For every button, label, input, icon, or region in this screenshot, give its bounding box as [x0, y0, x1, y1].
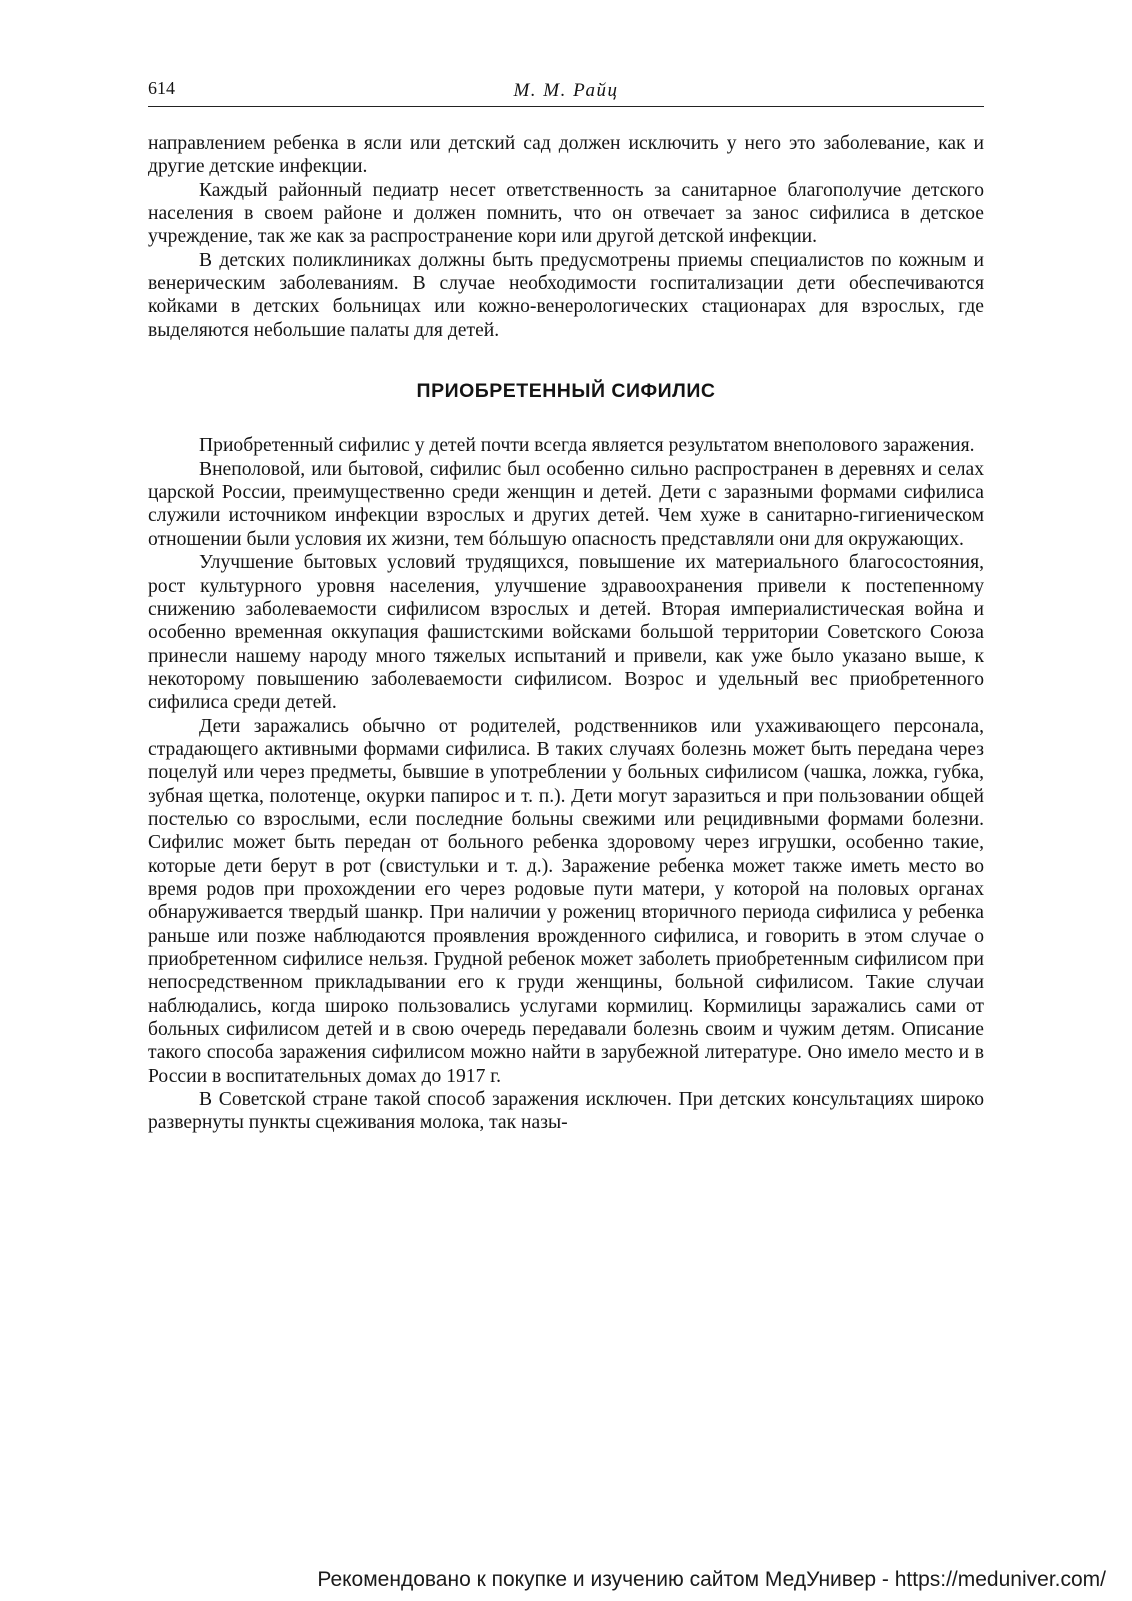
page-body [148, 132, 984, 1135]
paragraph: Каждый районный педиатр несет ответственность за санитарное благополучие детского населения в своем районе и должен помнить, что он отвечает за занос сифилиса в детское учреждение, так же как за распространение кори или другой детской инфекции. [148, 179, 984, 248]
page-header [148, 78, 984, 107]
running-head: М. М. Райц [513, 80, 619, 101]
section-title: ПРИОБРЕТЕННЫЙ СИФИЛИС [416, 380, 716, 403]
paragraph: Дети заражались обычно от родителей, родственников или ухаживающего персонала, страдающего активными формами сифилиса. В таких случаях болезнь может быть передана через поцелуй или через предметы, бывшие в употреблении у больных сифилисом (чашка, ложка, губка, зубная щетка, полотенце, окурки папирос и т. п.). Дети могут заразиться и при пользовании общей постелью со взрослыми, если последние больны свежими или рецидивными формами болезни. Сифилис может быть передан от больного ребенка здоровому через игрушки, особенно такие, которые дети берут в рот (свистульки и т. д.). Заражение ребенка может также иметь место во время родов при прохождении его через родовые пути матери, у которой на половых органах обнаруживается твердый шанкр. При наличии у рожениц вторичного периода сифилиса у ребенка раньше или позже наблюдаются проявления врожденного сифилиса, и говорить в этом случае о приобретенном сифилисе нельзя. Грудной ребенок может заболеть приобретенным сифилисом при непосредственном прикладывании его к груди женщины, больной сифилисом. Такие случаи наблюдались, когда широко пользовались услугами кормилиц. Кормилицы заражались сами от больных сифилисом детей и в свою очередь передавали болезнь своим и чужим детям. Описание такого способа заражения сифилисом можно найти в зарубежной литературе. Оно имело место и в России в воспитательных домах до 1917 г. [148, 715, 984, 1087]
paragraph: В Советской стране такой способ заражения исключен. При детских консультациях широко развернуты пункты сцеживания молока, так назы- [148, 1089, 984, 1134]
page-number: 614 [148, 78, 175, 98]
paragraph-continued: направлением ребенка в ясли или детский сад должен исключить у него это заболевание, как и другие детские инфекции. [148, 133, 984, 178]
paragraph: Приобретенный сифилис у детей почти всегда является результатом внеполового заражения. [199, 435, 975, 457]
paragraph: Улучшение бытовых условий трудящихся, повышение их материального благосостояния, рост культурного уровня населения, улучшение здравоохранения привели к постепенному снижению заболеваемости сифилисом взрослых и детей. Вторая империалистическая война и особенно временная оккупация фашистскими войсками большой территории Советского Союза принесли нашему народу много тяжелых испытаний и привели, как уже было указано выше, к некоторому повышению заболеваемости сифилисом. Возрос и удельный вес приобретенного сифилиса среди детей. [148, 552, 984, 714]
paragraph: Внеполовой, или бытовой, сифилис был особенно сильно распространен в деревнях и селах царской России, преимущественно среди женщин и детей. Дети с заразными формами сифилиса служили источником инфекции взрослых и других детей. Чем хуже в санитарно-гигиеническом отношении были условия их жизни, тем бóльшую опасность представляли они для окружающих. [148, 458, 984, 550]
footer-recommendation: Рекомендовано к покупке и изучению сайтом МедУнивер - https://meduniver.com/ [317, 1568, 1106, 1591]
paragraph: В детских поликлиниках должны быть предусмотрены приемы специалистов по кожным и венерическим заболеваниям. В случае необходимости госпитализации дети обеспечиваются койками в детских больницах или кожно-венерологических стационарах для взрослых, где выделяются небольшие палаты для детей. [148, 249, 984, 341]
